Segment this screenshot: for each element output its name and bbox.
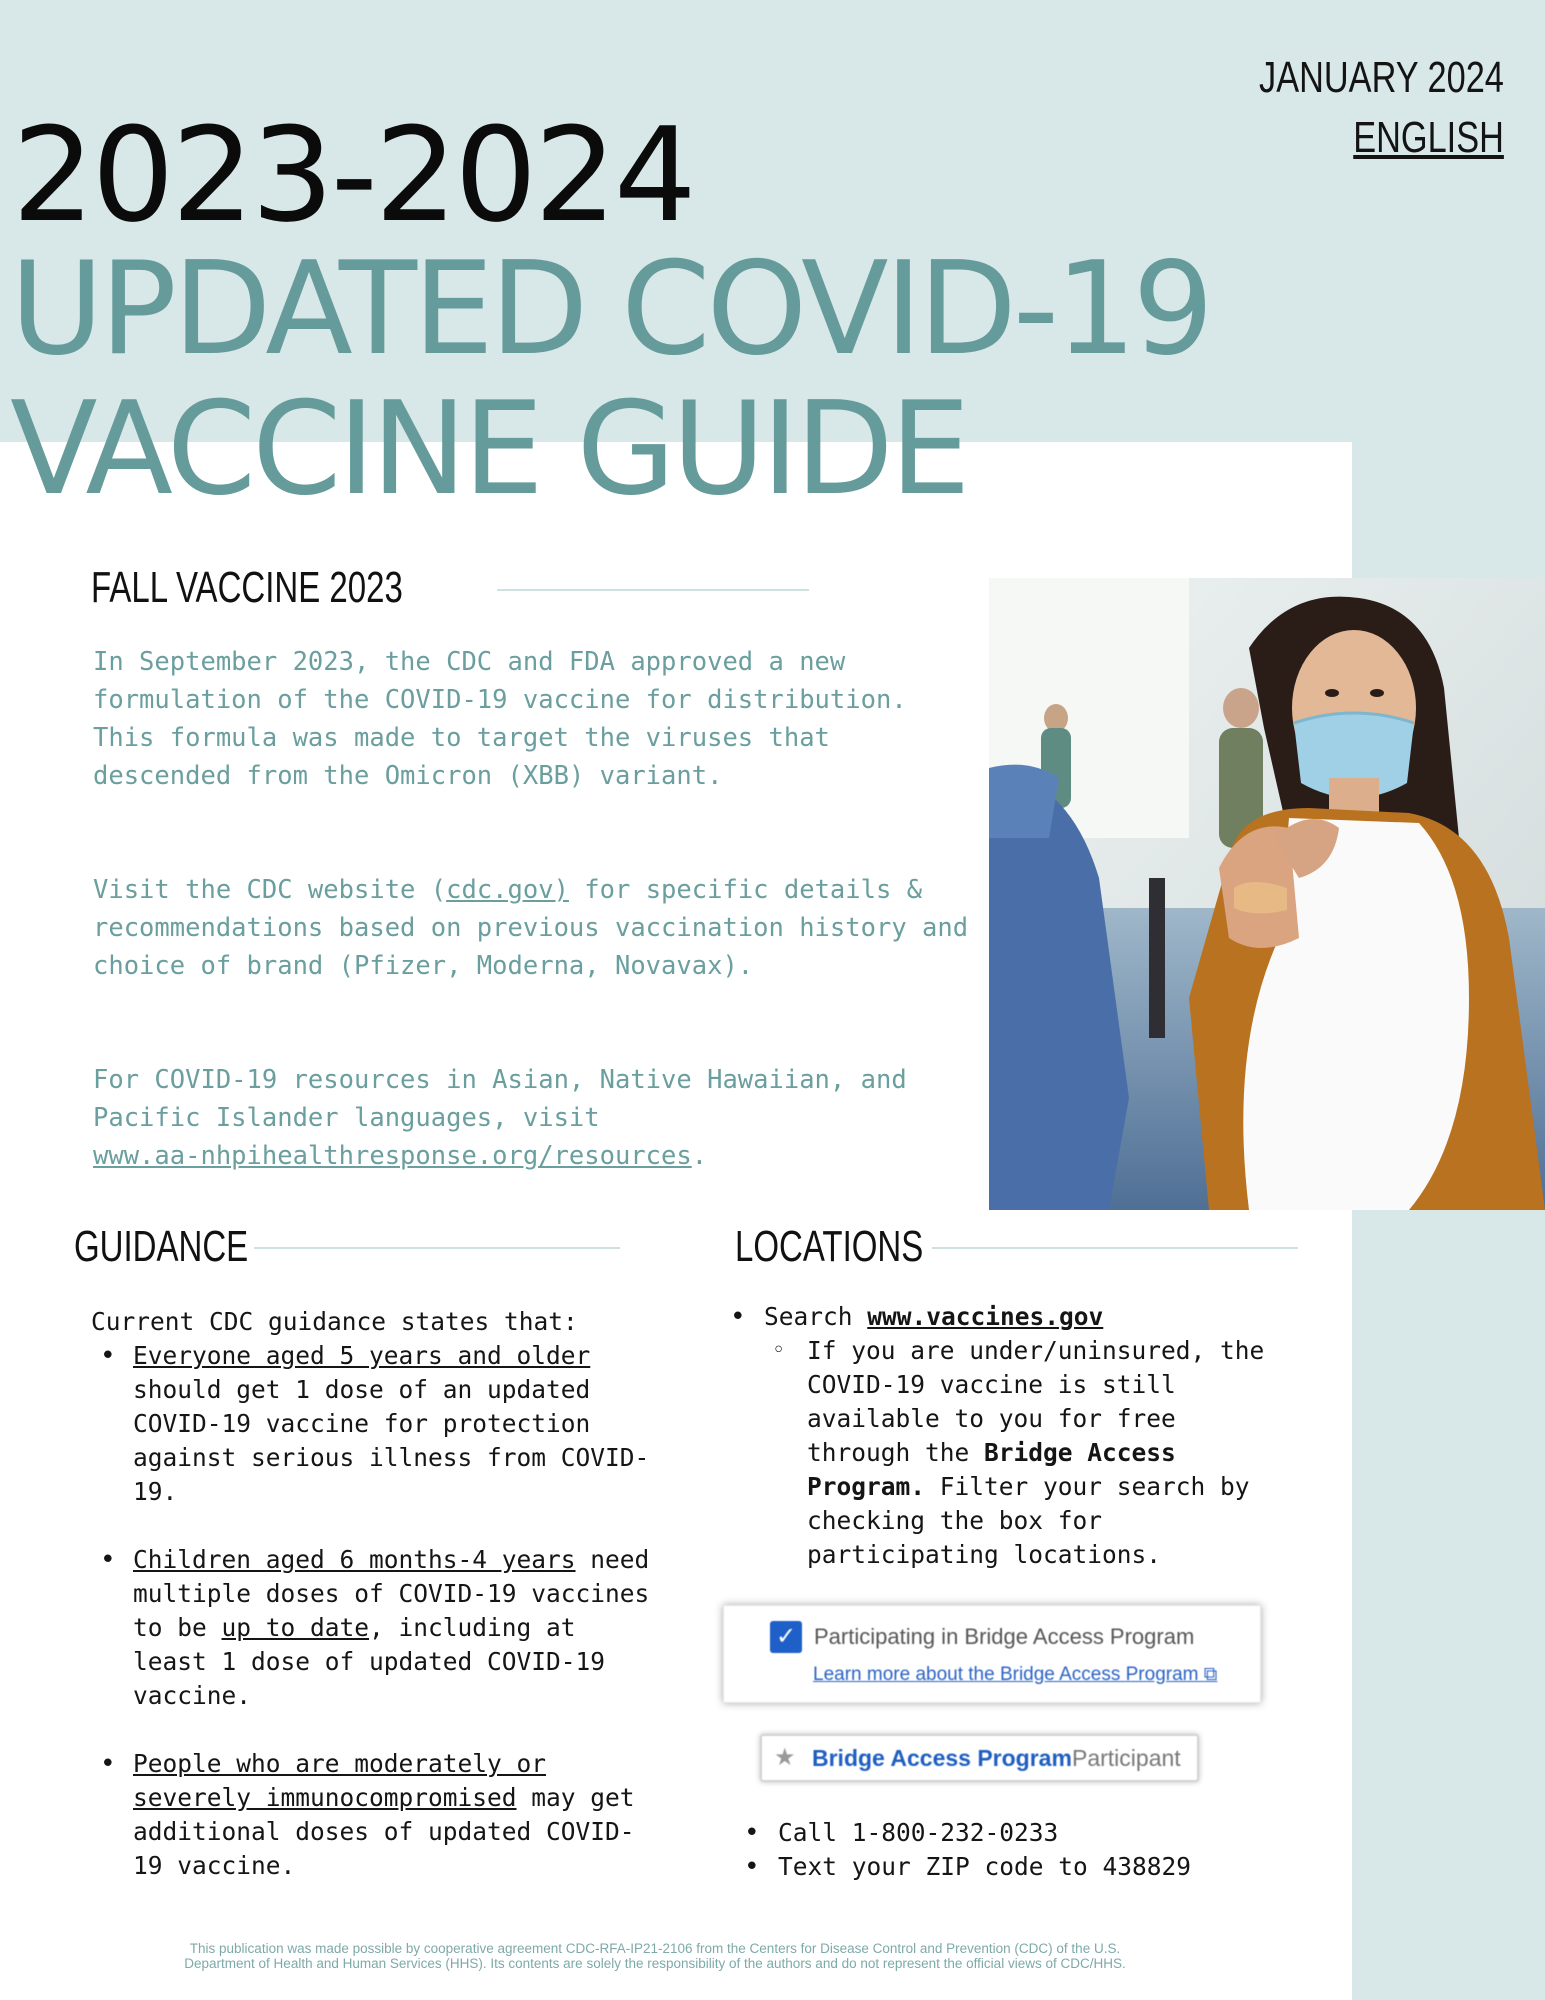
aa-nhpi-resources-link[interactable]: www.aa-nhpihealthresponse.org/resources xyxy=(93,1141,692,1171)
bridge-text-post: Filter your search by checking the box for participating locations. xyxy=(807,1472,1250,1569)
locations-list xyxy=(728,1300,1288,1572)
guidance-item-children xyxy=(100,1543,660,1713)
bridge-access-program-name: Bridge Access Program. xyxy=(807,1438,1176,1501)
badge-program-name: Bridge Access Program xyxy=(812,1745,1072,1771)
locations-heading: LOCATIONS xyxy=(735,1222,924,1271)
guidance-item-immunocompromised xyxy=(100,1747,660,1883)
learn-more-link[interactable] xyxy=(813,1664,1217,1686)
badge-participant-label: Participant xyxy=(1072,1745,1181,1771)
locations-heading-rule xyxy=(932,1247,1298,1249)
guidance-item-2-emphasis: Children aged 6 months-4 years xyxy=(133,1545,576,1574)
para2-text-pre: Visit the CDC website ( xyxy=(93,875,447,905)
guidance-heading-rule xyxy=(254,1247,620,1249)
guidance-item-2-text: need multiple doses of COVID-19 vaccines to be xyxy=(133,1545,650,1642)
date-block xyxy=(1259,48,1504,168)
footer-line-2: Department of Health and Human Services (HHS). Its contents are solely the responsibility of the authors and do not represent the official views of CDC/HHS. xyxy=(184,1956,1126,1971)
bridge-access-filter-card xyxy=(723,1605,1261,1703)
guidance-item-3-text: may get additional doses of updated COVID-19 vaccine. xyxy=(133,1783,635,1880)
fall-paragraph-2 xyxy=(93,871,973,985)
guidance-item-1-text: should get 1 dose of an updated COVID-19 vaccine for protection against serious illness from COVID-19. xyxy=(133,1375,650,1506)
vaccines-gov-link[interactable]: www.vaccines.gov xyxy=(867,1302,1104,1331)
guidance-item-2-text-end: , including at least 1 dose of updated COVID-19 vaccine. xyxy=(133,1613,606,1710)
learn-more-text: Learn more about the Bridge Access Program xyxy=(813,1664,1199,1685)
para3-text-pre: For COVID-19 resources in Asian, Native Hawaiian, and Pacific Islander languages, visit xyxy=(93,1065,907,1133)
external-link-icon: ⧉ xyxy=(1203,1664,1218,1685)
title-line-2: VACCINE GUIDE xyxy=(10,375,967,524)
cdc-gov-link[interactable]: cdc.gov) xyxy=(446,875,569,905)
star-icon: ★ xyxy=(774,1744,796,1771)
para3-text-post: . xyxy=(691,1141,708,1171)
search-prefix: Search xyxy=(764,1302,868,1331)
checkbox-label: Participating in Bridge Access Program xyxy=(814,1624,1195,1649)
guidance-heading: GUIDANCE xyxy=(74,1222,249,1271)
bridge-access-subitem xyxy=(728,1334,1288,1572)
title-year: 2023-2024 xyxy=(12,99,694,251)
footer-disclaimer xyxy=(100,1941,1210,1971)
call-number: • Call 1-800-232-0233 xyxy=(740,1816,1191,1850)
publication-date: JANUARY 2024 xyxy=(1259,53,1504,102)
vaccinated-woman-photo xyxy=(989,578,1545,1210)
up-to-date-link[interactable]: up to date xyxy=(221,1613,370,1642)
checkbox-checked-icon[interactable]: ✓ xyxy=(770,1621,802,1653)
contact-list xyxy=(740,1816,1191,1884)
fall-heading-rule xyxy=(497,589,809,591)
bridge-text-pre: If you are under/uninsured, the COVID-19 vaccine is still available to you for free through the xyxy=(807,1336,1265,1467)
fall-paragraph-3 xyxy=(93,1061,973,1175)
guidance-item-1-emphasis: Everyone aged 5 years and older xyxy=(133,1341,591,1370)
participant-badge xyxy=(760,1734,1199,1782)
para2-text-post: for specific details & recommendations based on previous vaccination history and choice of brand (Pfizer, Moderna, Novavax). xyxy=(93,875,969,981)
text-zip: • Text your ZIP code to 438829 xyxy=(740,1850,1191,1884)
guidance-list xyxy=(100,1339,660,1917)
fall-paragraph-1: In September 2023, the CDC and FDA approved a new formulation of the COVID-19 vaccine for distribution. This formula was made to target the viruses that descended from the Omicron (XBB) variant. xyxy=(93,647,907,791)
language-link[interactable]: ENGLISH xyxy=(1353,113,1504,162)
fall-vaccine-heading: FALL VACCINE 2023 xyxy=(91,563,403,612)
page-title xyxy=(10,235,1210,524)
guidance-intro: Current CDC guidance states that: xyxy=(91,1307,578,1336)
guidance-item-ages-5-plus xyxy=(100,1339,660,1509)
search-vaccines-item xyxy=(728,1300,1288,1334)
title-line-1: UPDATED COVID-19 xyxy=(10,235,1210,384)
footer-line-1: This publication was made possible by cooperative agreement CDC-RFA-IP21-2106 from the Centers for Disease Control and Prevention (CDC) of the U.S. xyxy=(189,1941,1121,1956)
guidance-item-3-emphasis: People who are moderately or severely immunocompromised xyxy=(133,1749,547,1812)
